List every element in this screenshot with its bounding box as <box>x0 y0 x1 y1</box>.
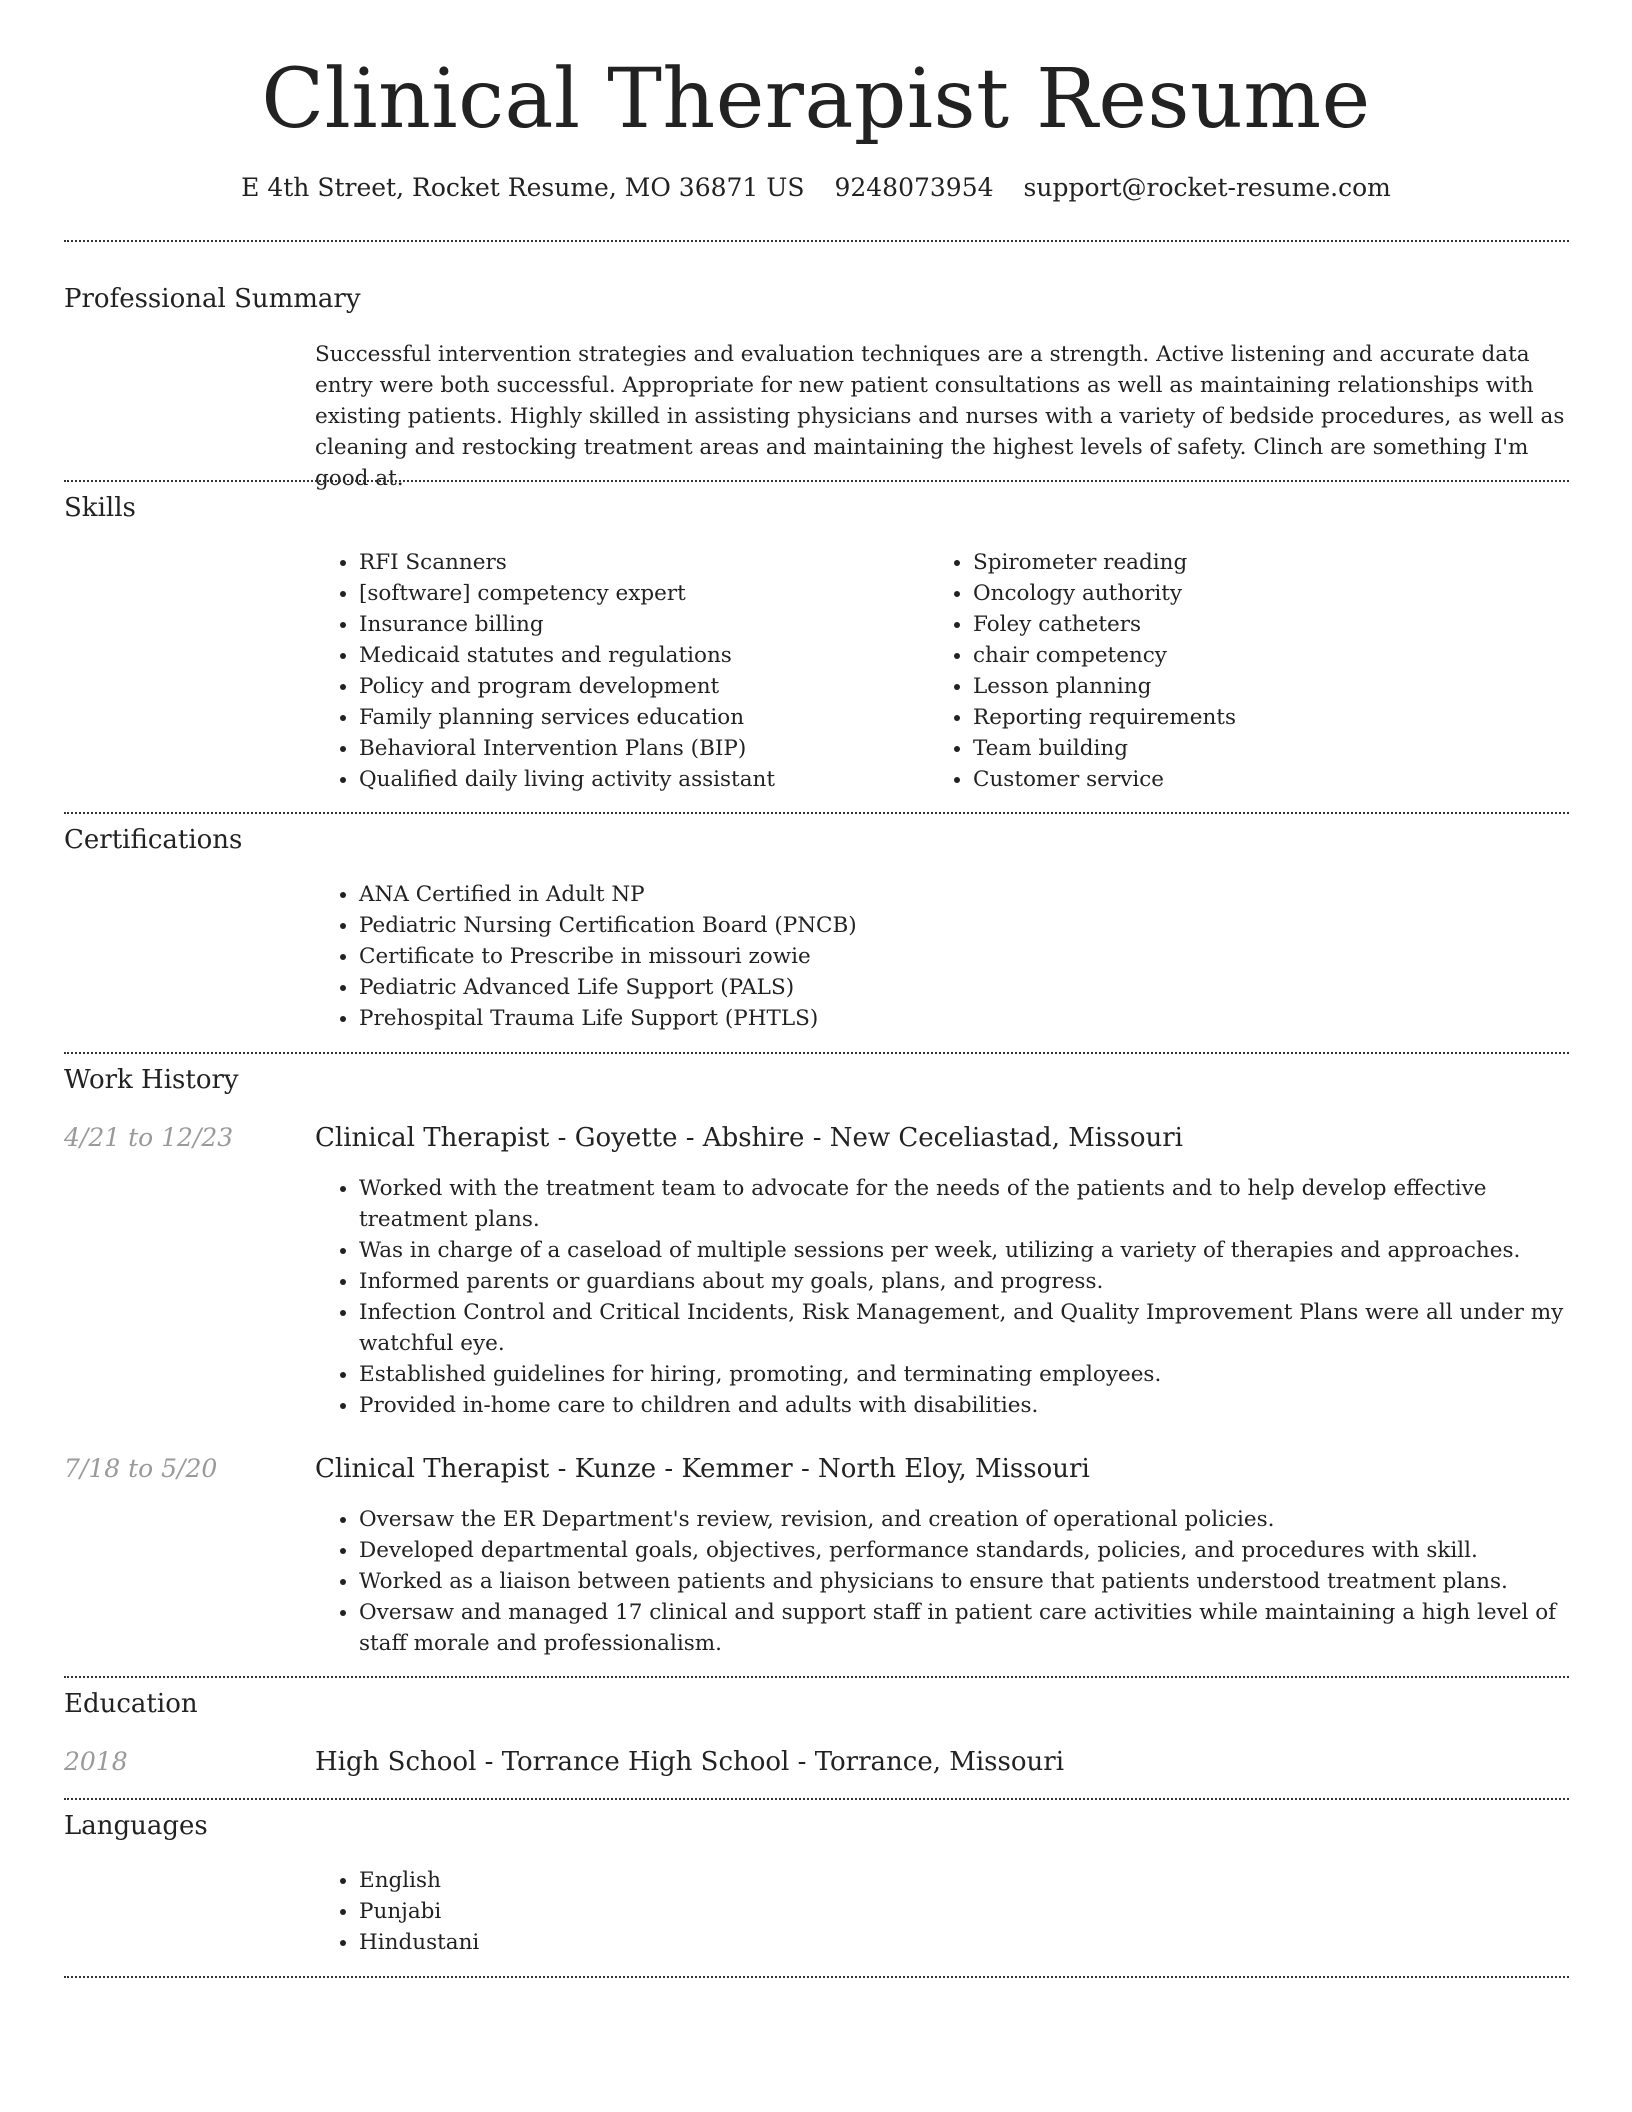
list-item: • Worked as a liaison between patients and physicians to ensure that patients understood treatment plans. <box>359 1566 1569 1597</box>
contact-address: E 4th Street, Rocket Resume, MO 36871 US <box>241 173 805 202</box>
list-item: • Pediatric Nursing Certification Board (PNCB) <box>359 910 1559 941</box>
divider <box>64 240 1569 242</box>
certifications-list <box>315 879 1559 1034</box>
list-item: • Infection Control and Critical Incidents, Risk Management, and Quality Improvement Plans were all under my watchful eye. <box>359 1297 1569 1359</box>
list-item: • Qualified daily living activity assistant <box>359 764 919 795</box>
list-item: • Spirometer reading <box>973 547 1533 578</box>
divider <box>64 1798 1569 1800</box>
divider <box>64 812 1569 814</box>
contact-line <box>0 172 1632 204</box>
section-heading-summary: Professional Summary <box>64 284 361 314</box>
job-title: Clinical Therapist - Goyette - Abshire - New Ceceliastad, Missouri <box>315 1123 1183 1153</box>
section-heading-education: Education <box>64 1689 198 1719</box>
contact-phone: 9248073954 <box>834 173 994 202</box>
section-heading-skills: Skills <box>64 493 136 523</box>
skills-list-left <box>315 547 919 795</box>
list-item: • Lesson planning <box>973 671 1533 702</box>
list-item: • Informed parents or guardians about my goals, plans, and progress. <box>359 1266 1569 1297</box>
contact-email: support@rocket-resume.com <box>1023 173 1391 202</box>
list-item: • Medicaid statutes and regulations <box>359 640 919 671</box>
divider <box>64 1976 1569 1978</box>
list-item: • Prehospital Trauma Life Support (PHTLS) <box>359 1003 1559 1034</box>
section-heading-languages: Languages <box>64 1811 208 1841</box>
list-item: • Behavioral Intervention Plans (BIP) <box>359 733 919 764</box>
section-heading-certifications: Certifications <box>64 825 243 855</box>
job-dates: 7/18 to 5/20 <box>64 1454 218 1483</box>
section-heading-work-history: Work History <box>64 1065 239 1095</box>
list-item: • Family planning services education <box>359 702 919 733</box>
list-item: • Oncology authority <box>973 578 1533 609</box>
job-title: Clinical Therapist - Kunze - Kemmer - North Eloy, Missouri <box>315 1454 1090 1484</box>
list-item: • Policy and program development <box>359 671 919 702</box>
list-item: • Foley catheters <box>973 609 1533 640</box>
list-item: • Insurance billing <box>359 609 919 640</box>
divider <box>64 1676 1569 1678</box>
list-item: • Pediatric Advanced Life Support (PALS) <box>359 972 1559 1003</box>
list-item: • RFI Scanners <box>359 547 919 578</box>
divider <box>64 1052 1569 1054</box>
education-year: 2018 <box>64 1747 128 1776</box>
resume-title: Clinical Therapist Resume <box>261 52 1371 147</box>
list-item: • Reporting requirements <box>973 702 1533 733</box>
education-entry: High School - Torrance High School - Torrance, Missouri <box>315 1747 1065 1777</box>
list-item: • Oversaw and managed 17 clinical and support staff in patient care activities while maintaining a high level of staff morale and professionalism. <box>359 1597 1569 1659</box>
languages-list <box>315 1865 959 1958</box>
list-item: • Certificate to Prescribe in missouri zowie <box>359 941 1559 972</box>
skills-list-right <box>929 547 1533 795</box>
list-item: • English <box>359 1865 959 1896</box>
list-item: • Customer service <box>973 764 1533 795</box>
list-item: • Provided in-home care to children and adults with disabilities. <box>359 1390 1569 1421</box>
job-dates: 4/21 to 12/23 <box>64 1123 234 1152</box>
list-item: • Worked with the treatment team to advocate for the needs of the patients and to help develop effective treatment plans. <box>359 1173 1569 1235</box>
list-item: • Developed departmental goals, objectives, performance standards, policies, and procedures with skill. <box>359 1535 1569 1566</box>
summary-text: Successful intervention strategies and evaluation techniques are a strength. Active listening and accurate data entry were both successful. Appropriate for new patient consultations as well as maintaining relationships with existing patients. Highly skilled in assisting physicians and nurses with a variety of bedside procedures, as well as cleaning and restocking treatment areas and maintaining the highest levels of safety. Clinch are something I'm good at. <box>315 342 1565 491</box>
list-item: • Was in charge of a caseload of multiple sessions per week, utilizing a variety of therapies and approaches. <box>359 1235 1569 1266</box>
list-item: • chair competency <box>973 640 1533 671</box>
job-bullets <box>315 1504 1569 1659</box>
list-item: • Oversaw the ER Department's review, revision, and creation of operational policies. <box>359 1504 1569 1535</box>
list-item: • Hindustani <box>359 1927 959 1958</box>
list-item: • Established guidelines for hiring, promoting, and terminating employees. <box>359 1359 1569 1390</box>
list-item: • [software] competency expert <box>359 578 919 609</box>
divider <box>64 480 1569 482</box>
list-item: • Team building <box>973 733 1533 764</box>
job-bullets <box>315 1173 1569 1421</box>
list-item: • ANA Certified in Adult NP <box>359 879 1559 910</box>
list-item: • Punjabi <box>359 1896 959 1927</box>
